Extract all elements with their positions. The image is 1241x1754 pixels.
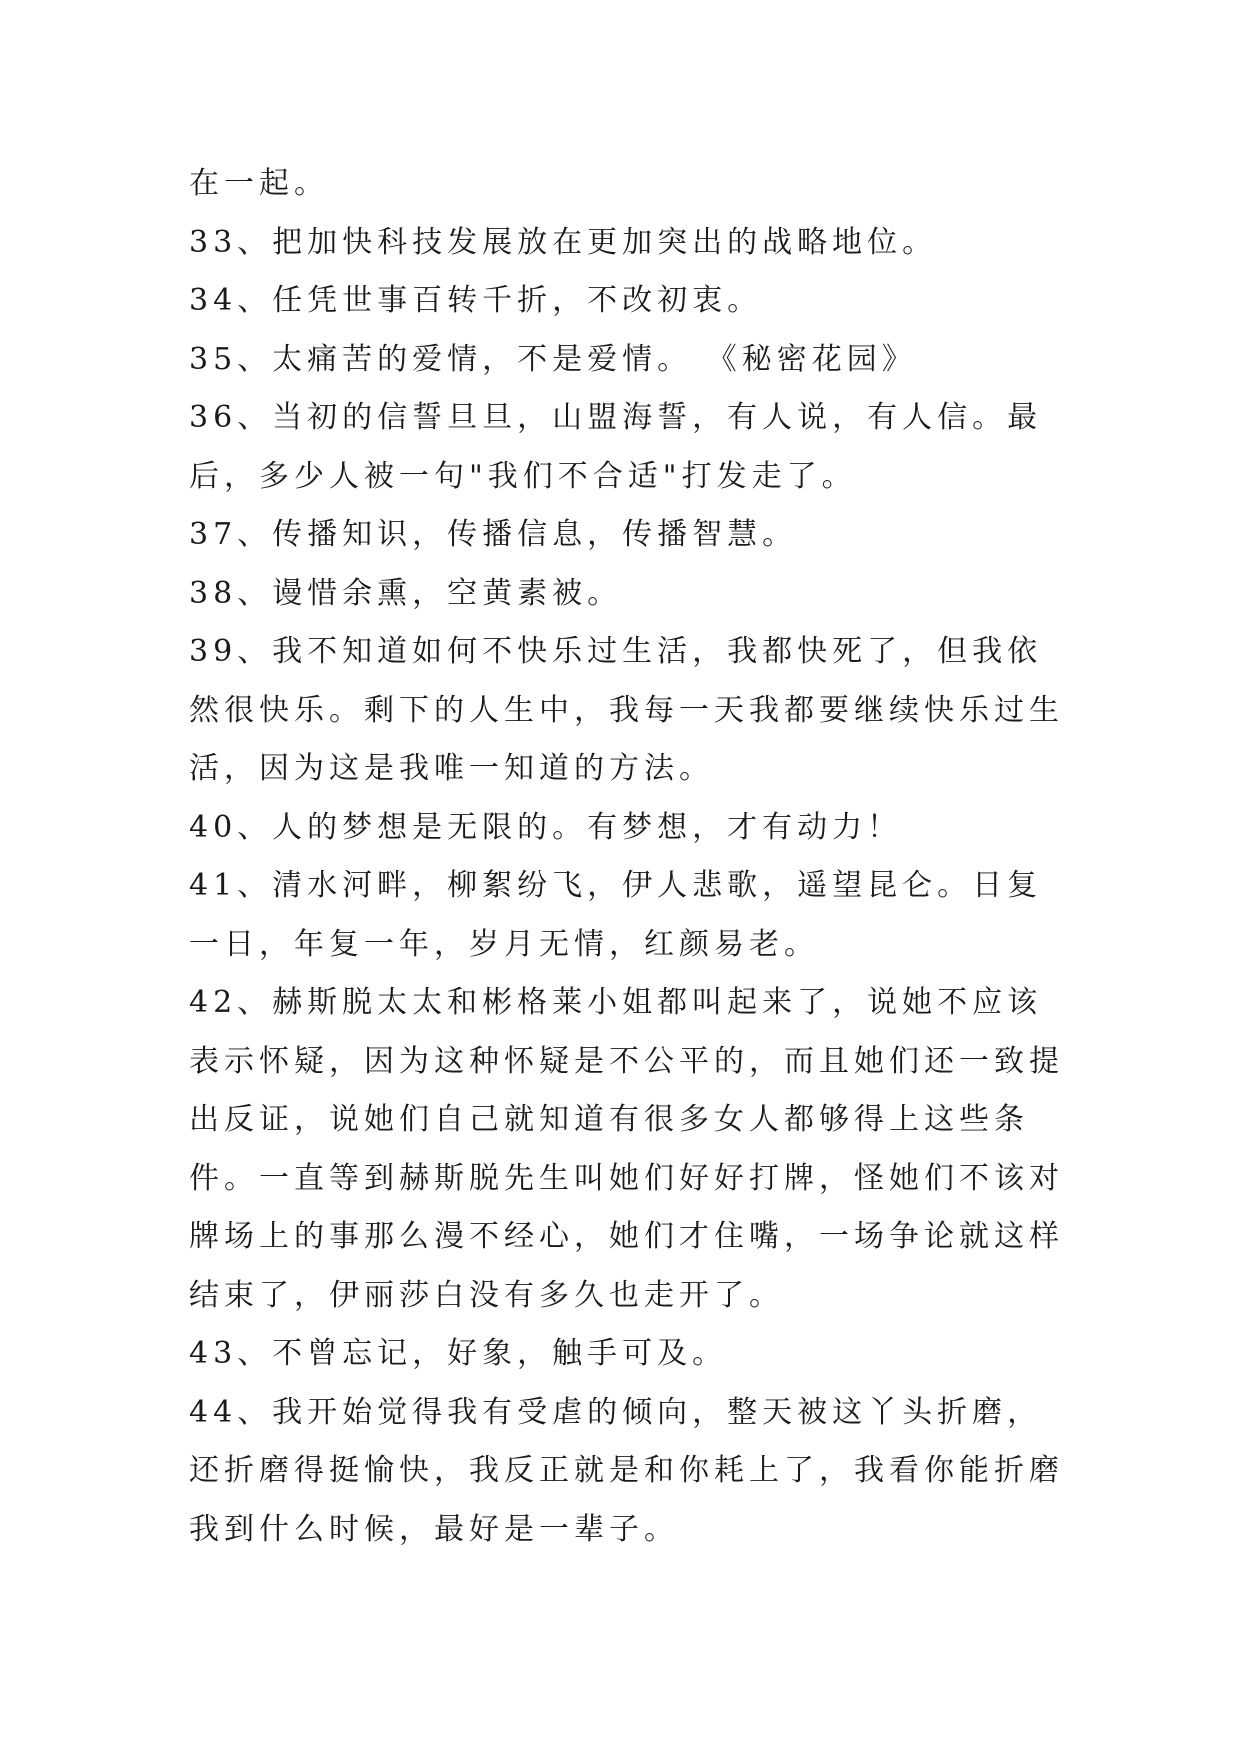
paragraph-44: 44、我开始觉得我有受虐的倾向，整天被这丫头折磨，还折磨得挺愉快，我反正就是和你耗上了，我看你能折磨我到什么时候，最好是一辈子。 (189, 1394, 1064, 1547)
paragraph-34: 34、任凭世事百转千折，不改初衷。 (189, 283, 763, 318)
paragraph-39: 39、我不知道如何不快乐过生活，我都快死了，但我依然很快乐。剩下的人生中，我每一天我都要继续快乐过生活，因为这是我唯一知道的方法。 (189, 634, 1064, 786)
paragraph-40: 40、人的梦想是无限的。有梦想，才有动力！ (189, 809, 903, 845)
paragraph-33: 33、把加快科技发展放在更加突出的战略地位。 (189, 224, 938, 260)
paragraph-42: 42、赫斯脱太太和彬格莱小姐都叫起来了，说她不应该表示怀疑，因为这种怀疑是不公平的，而且她们还一致提出反证，说她们自己就知道有很多女人都够得上这些条件。一直等到赫斯脱先生叫她们好好打牌，怪她们不该对牌场上的事那么漫不经心，她们才住嘴，一场争论就这样结束了，伊丽莎白没有多久也走开了。 (189, 985, 1064, 1313)
paragraph-38: 38、谩惜余熏，空黄素被。 (189, 575, 623, 611)
document-body (189, 155, 1069, 1559)
paragraph-36: 36、当初的信誓旦旦，山盟海誓，有人说，有人信。最后，多少人被一句"我们不合适"打发走了。 (189, 400, 1043, 494)
paragraph-35: 35、太痛苦的爱情，不是爱情。 《秘密花园》 (189, 341, 917, 377)
paragraph-43: 43、不曾忘记，好象，触手可及。 (189, 1336, 728, 1371)
paragraph-continuation: 在一起。 (189, 166, 329, 201)
paragraph-41: 41、清水河畔，柳絮纷飞，伊人悲歌，遥望昆仑。日复一日，年复一年，岁月无情，红颜易老。 (189, 868, 1043, 962)
paragraph-37: 37、传播知识，传播信息，传播智慧。 (189, 517, 798, 552)
